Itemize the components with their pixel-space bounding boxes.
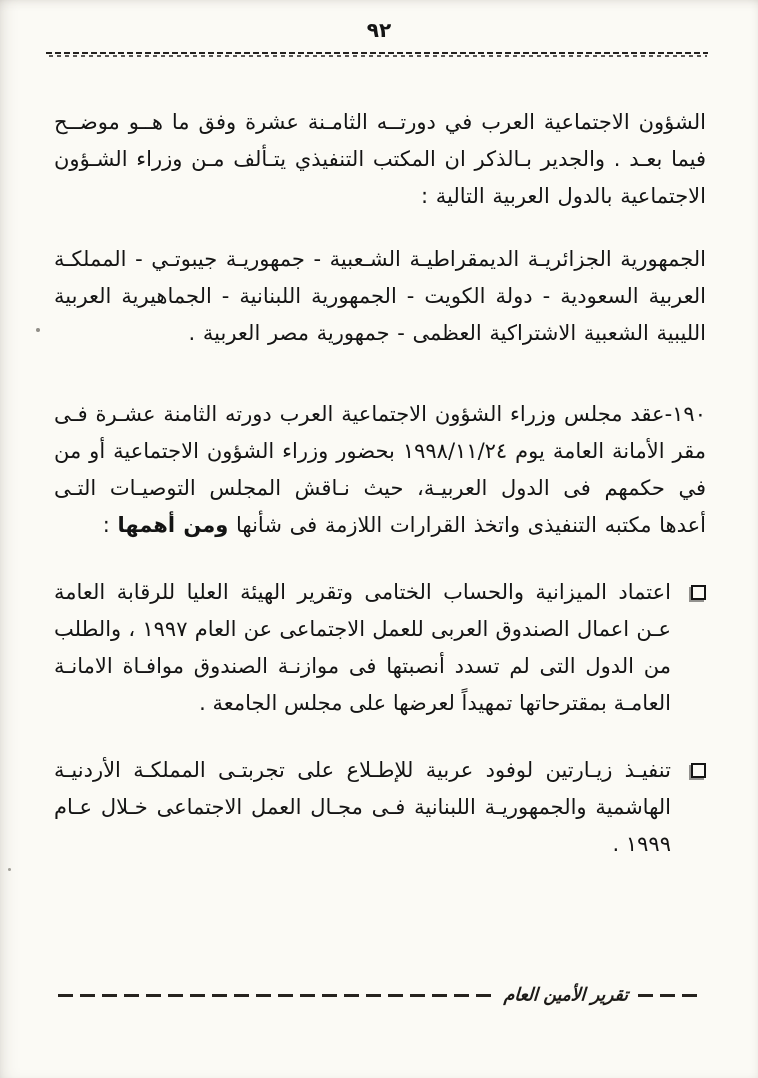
scan-speck — [36, 328, 40, 332]
top-divider — [46, 52, 708, 58]
paragraph-resolution-190 — [54, 396, 706, 544]
paragraph-intro: الشؤون الاجتماعية العرب في دورتــه الثامـنة عشرة وفق ما هــو موضــح فيما بعـد . والجدير بـالذكر ان المكتب التنفيذي يتـألف مـن وزراء الشـؤون الاجتماعية بالدول العربية التالية : — [54, 110, 706, 208]
scan-speck — [8, 868, 11, 871]
divider-line-upper — [46, 52, 708, 54]
divider-line-lower — [49, 55, 707, 57]
item-number: ١٩٠- — [664, 402, 706, 426]
bullet-item — [54, 752, 706, 863]
square-bullet-icon — [691, 585, 706, 600]
page-footer — [58, 982, 702, 1008]
footer-signature: تقرير الأمين العام — [503, 984, 629, 1006]
item-key-phrase: ومن أهمها — [117, 513, 229, 537]
item-text: عقد مجلس وزراء الشؤون الاجتماعية العرب دورته الثامنة عشـرة فـى مقر الأمانة العامة يوم ١٩٩٨/١١/٢٤ بحضور وزراء الشؤون الاجتماعية أو من في حكمهم فى الدول العربيـة، حيث نـاقش المجلس التوصيـات التـى أعدها مكتبه التنفيذى واتخذ القرارات اللازمة فى شأنها — [54, 402, 707, 537]
paragraph-countries: الجمهورية الجزائريـة الديمقراطيـة الشـعبية - جمهوريـة جيبوتـي - المملكـة العربية السعودية - دولة الكويت - الجمهورية اللبنانية - الجماهيرية العربية الليبية الشعبية الاشتراكية العظمى - جمهورية مصر العربية . — [54, 247, 706, 345]
bullet-text: تنفيـذ زيـارتين لوفود عربية للإطـلاع على تجربتـى المملكـة الأردنيـة الهاشمية والجمهوريـة اللبنانية فـى مجـال العمل الاجتماعى خـلال عـام ١٩٩٩ . — [54, 758, 671, 856]
document-body — [54, 104, 706, 863]
bullet-item — [54, 574, 706, 722]
item-colon: : — [102, 513, 118, 537]
square-bullet-icon — [691, 763, 706, 778]
bullet-text: اعتماد الميزانية والحساب الختامى وتقرير الهيئة العليا للرقابة العامة عـن اعمال الصندوق العربى للعمل الاجتماعى عن العام ١٩٩٧ ، والطلب من الدول التى لم تسدد أنصبتها فى موازنـة الصندوق موافـاة الامانـة العامـة بمقترحاتها تمهيداً لعرضها على مجلس الجامعة . — [54, 580, 671, 715]
footer-rule-right — [638, 994, 702, 997]
page-number: ٩٢ — [366, 18, 392, 42]
footer-rule-left — [58, 994, 494, 997]
